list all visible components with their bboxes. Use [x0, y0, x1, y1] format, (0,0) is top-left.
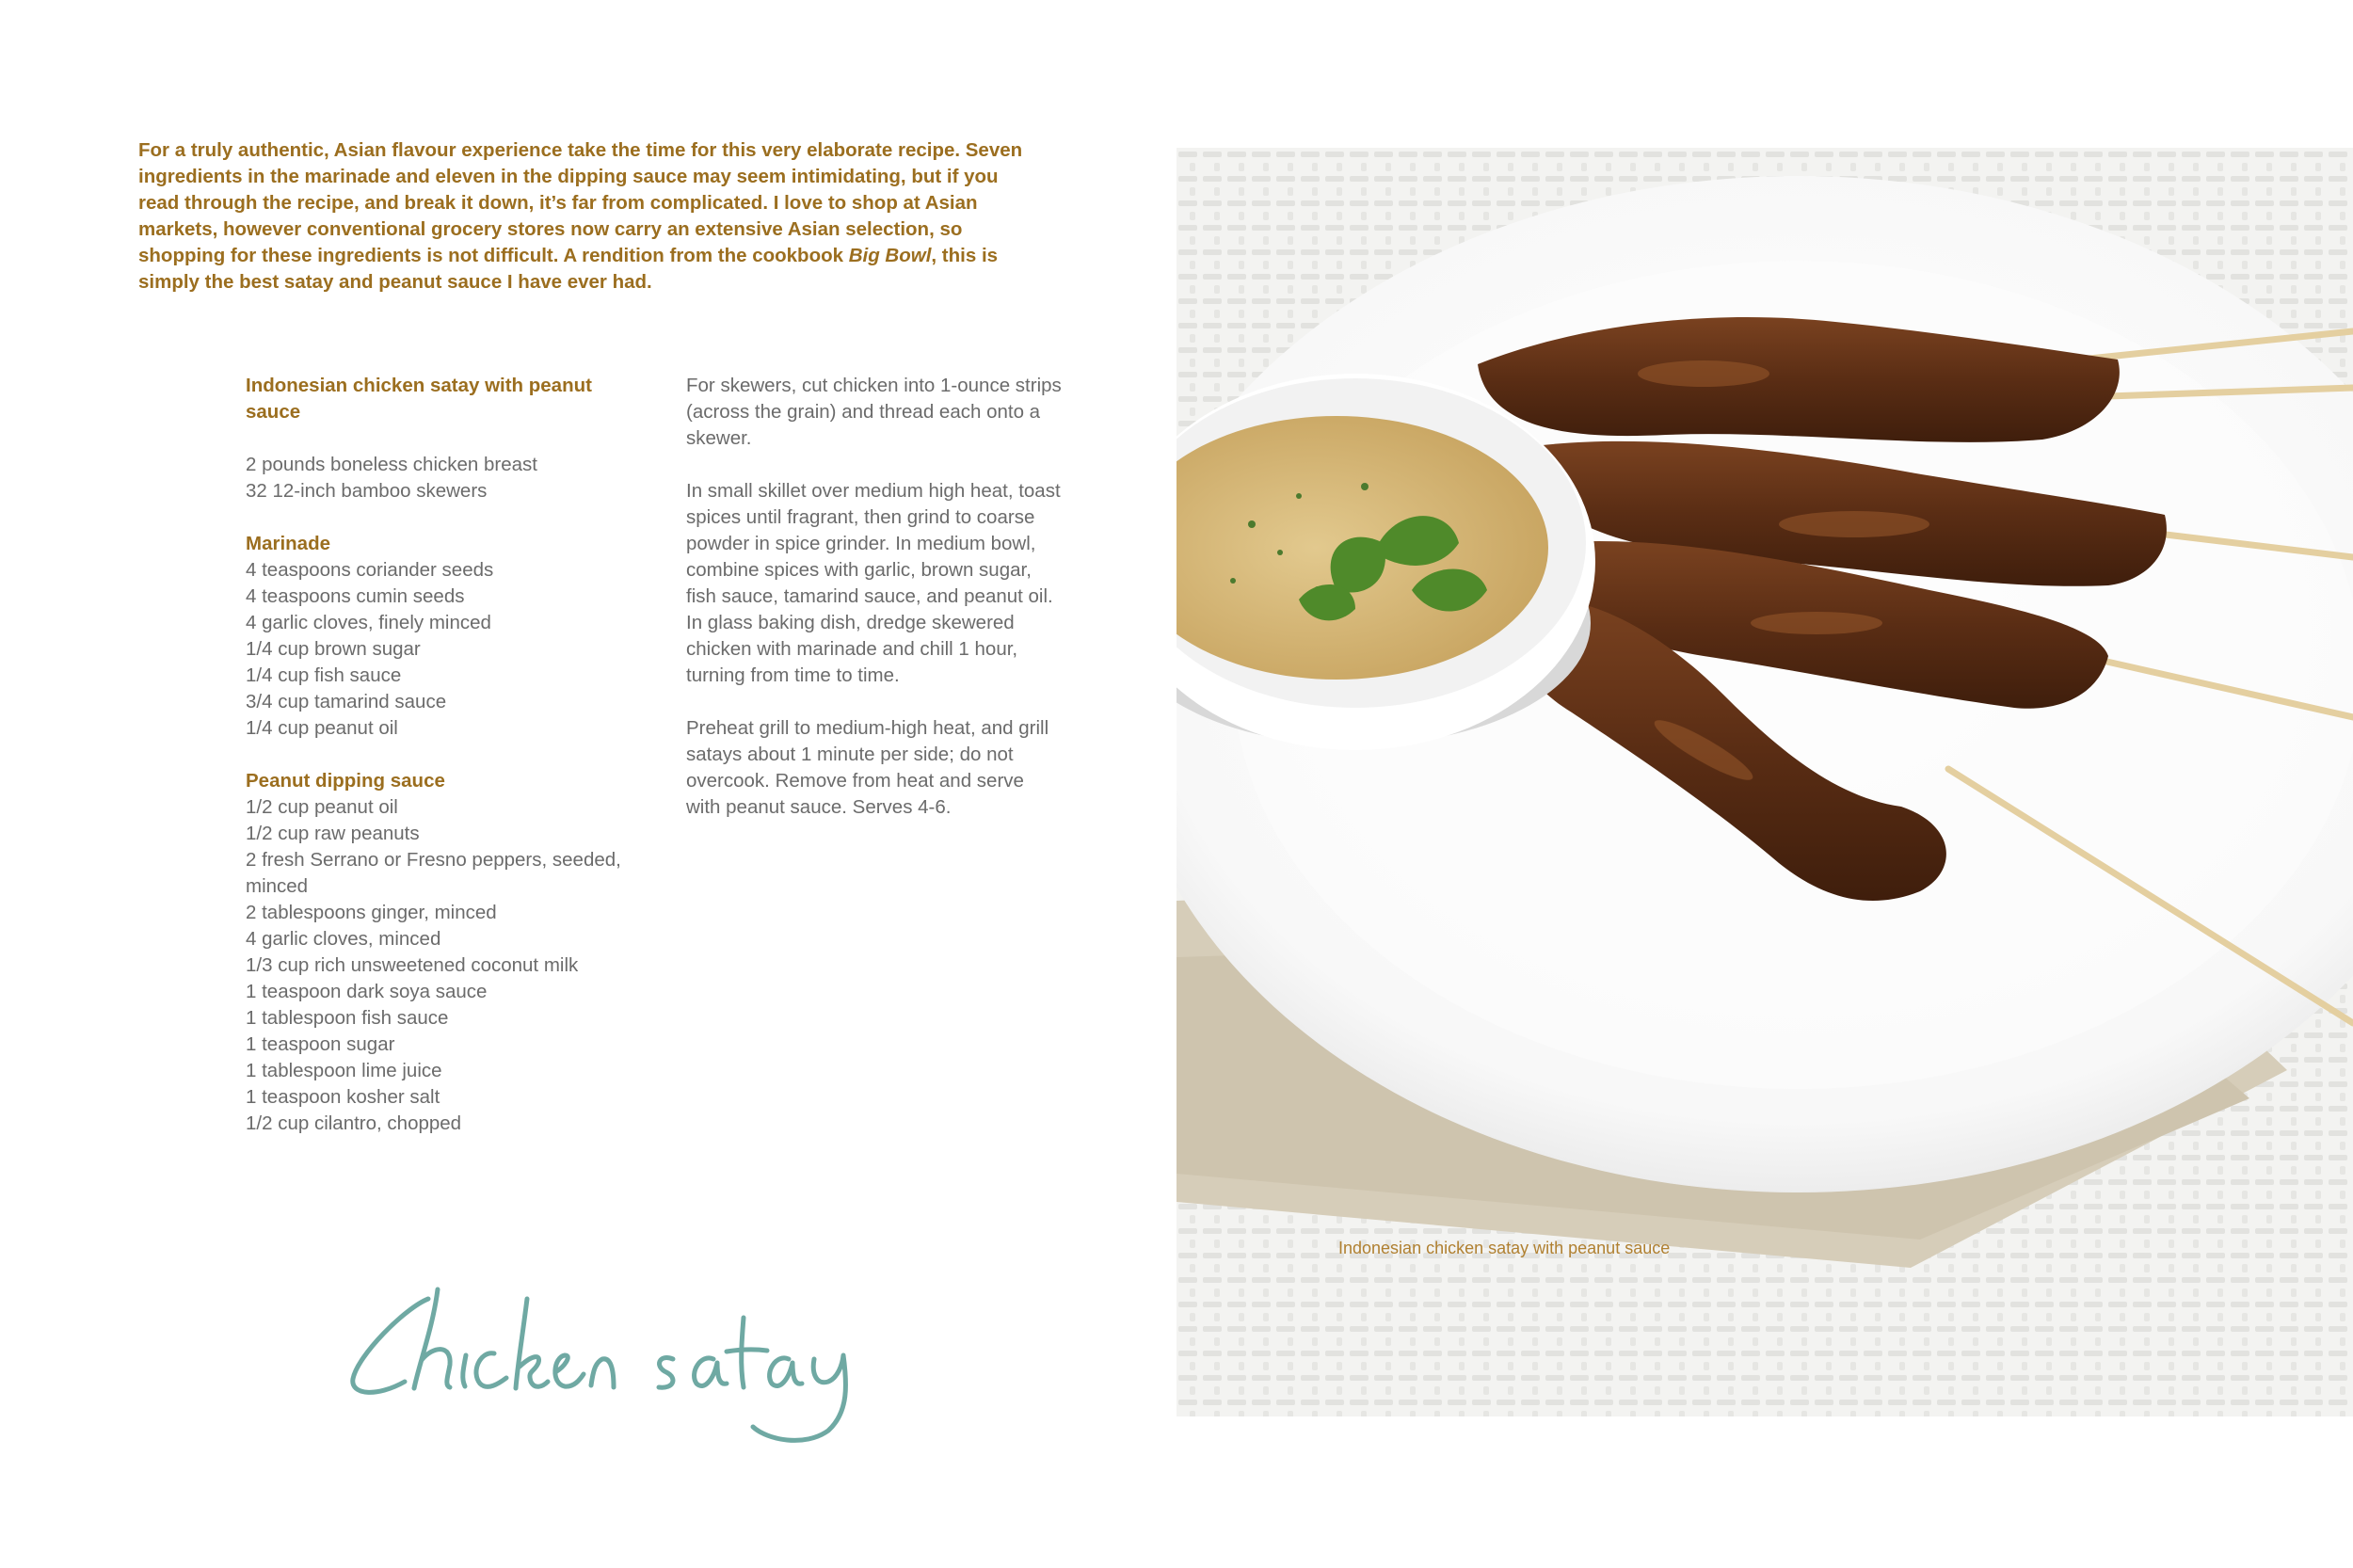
photo-caption: Indonesian chicken satay with peanut sauce	[1338, 1239, 1671, 1257]
ingredient-item: 1 tablespoon lime juice	[246, 1060, 442, 1081]
intro-text-1: For a truly authentic, Asian flavour experience take the time for this very elaborate recipe. Seven ingredients in the marinade and eleven in the dipping sauce may seem intimidating, but if you read through the recipe, and break it down, it’s far from complicated. I love to shop at Asian markets, however conventional grocery stores now carry an extensive Asian selection, so shopping for these ingredients is not difficult. A rendition from the cookbook	[138, 139, 1023, 266]
ingredient-item: 1/2 cup cilantro, chopped	[246, 1112, 462, 1134]
ingredient-item: 1 teaspoon kosher salt	[246, 1086, 440, 1108]
ingredient-item: 1 teaspoon sugar	[246, 1033, 395, 1055]
ingredient-item: 1/4 cup fish sauce	[246, 664, 402, 686]
food-photo	[1176, 148, 2353, 1416]
ingredient-item: 2 tablespoons ginger, minced	[246, 902, 497, 923]
ingredient-item: 4 teaspoons cumin seeds	[246, 585, 465, 607]
marinade-heading: Marinade	[246, 533, 330, 554]
method-step: For skewers, cut chicken into 1-ounce strips (across the grain) and thread each onto a skewer.	[686, 375, 1062, 449]
intro-paragraph	[138, 137, 1042, 296]
sauce-list	[246, 794, 641, 1137]
ingredient-item: 4 garlic cloves, minced	[246, 928, 441, 950]
method-column	[686, 373, 1063, 847]
ingredient-item: 3/4 cup tamarind sauce	[246, 691, 447, 712]
sauce-block	[246, 768, 641, 1137]
marinade-block	[246, 531, 641, 742]
ingredient-item: 32 12-inch bamboo skewers	[246, 480, 488, 502]
intro-text-2: , this is simply the best satay and peanut sauce I have ever had.	[138, 245, 999, 293]
satay-plate-illustration	[1176, 148, 2353, 1416]
method-step: Preheat grill to medium-high heat, and grill satays about 1 minute per side; do not overcook. Remove from heat and serve with peanut sauce. Serves 4-6.	[686, 717, 1049, 818]
ingredient-item: 4 teaspoons coriander seeds	[246, 559, 494, 581]
ingredient-item: 1/2 cup peanut oil	[246, 796, 398, 818]
signature-script	[339, 1261, 866, 1449]
ingredient-item: 1/4 cup brown sugar	[246, 638, 421, 660]
method-step: In small skillet over medium high heat, toast spices until fragrant, then grind to coarse powder in spice grinder. In medium bowl, combine spices with garlic, brown sugar, fish sauce, tamarind sauce, and peanut oil. In glass baking dish, dredge skewered chicken with marinade and chill 1 hour, turning from time to time.	[686, 480, 1061, 686]
ingredient-item: 1/2 cup raw peanuts	[246, 823, 420, 844]
ingredient-item: 2 pounds boneless chicken breast	[246, 454, 537, 475]
ingredient-item: 1/4 cup peanut oil	[246, 717, 398, 739]
ingredient-item: 1 teaspoon dark soya sauce	[246, 981, 488, 1002]
ingredient-item: 1/3 cup rich unsweetened coconut milk	[246, 954, 579, 976]
ingredients-column	[246, 373, 641, 1163]
ingredient-item: 2 fresh Serrano or Fresno peppers, seeded, minced	[246, 849, 621, 897]
ingredient-item: 4 garlic cloves, finely minced	[246, 612, 491, 633]
marinade-list	[246, 557, 641, 742]
recipe-title-block	[246, 373, 641, 425]
base-ingredients-block	[246, 452, 641, 504]
base-ingredients-list	[246, 452, 641, 504]
recipe-title: Indonesian chicken satay with peanut sauce	[246, 375, 592, 423]
intro-book-title: Big Bowl	[848, 245, 932, 266]
sauce-heading: Peanut dipping sauce	[246, 770, 445, 792]
ingredient-item: 1 tablespoon fish sauce	[246, 1007, 449, 1029]
